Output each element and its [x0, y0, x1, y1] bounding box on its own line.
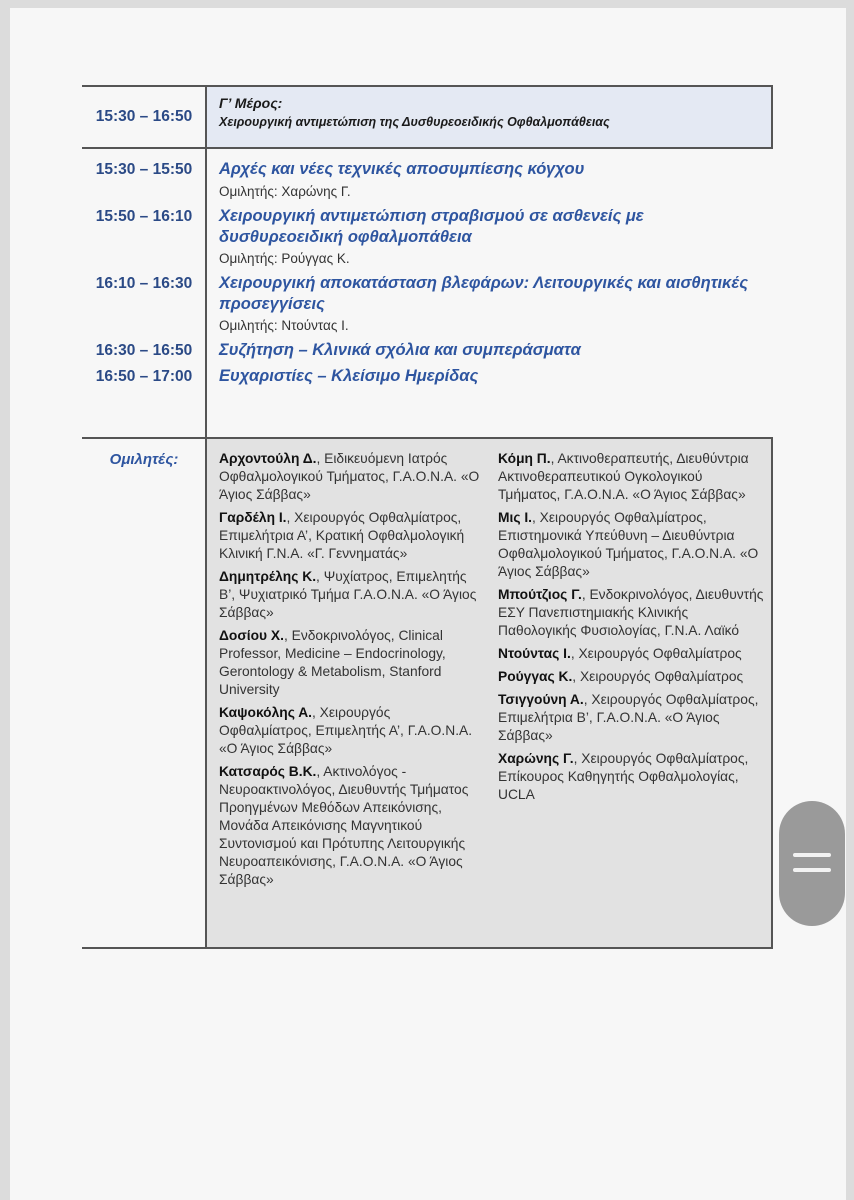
divider-speakers-top	[82, 437, 773, 439]
column-divider-lower	[205, 439, 207, 947]
speaker-entry: Δοσίου Χ., Ενδοκρινολόγος, Clinical Professor, Medicine – Endocrinology, Gerontology & Metabolism, Stanford University	[219, 628, 446, 697]
session-speaker: Ομιλητής: Ρούγγας Κ.	[219, 251, 350, 266]
menu-icon-bar	[793, 868, 831, 872]
divider-bottom	[82, 947, 773, 949]
divider-header-bottom	[82, 147, 773, 149]
speaker-entry: Δημητρέλης Κ., Ψυχίατρος, Επιμελητής Β’, Ψυχιατρικό Τμήμα Γ.Α.Ο.Ν.Α. «Ο Άγιος Σάββας»	[219, 569, 477, 620]
speaker-entry: Γαρδέλη Ι., Χειρουργός Οφθαλμίατρος, Επιμελήτρια Α’, Κρατική Οφθαλμολογική Κλινική Γ.Ν.Α. «Γ. Γεννηματάς»	[219, 510, 465, 561]
session-speaker: Ομιλητής: Χαρώνης Γ.	[219, 184, 351, 199]
session-title: Ευχαριστίες – Κλείσιμο Ημερίδας	[219, 367, 479, 385]
right-border-header	[771, 85, 773, 148]
speaker-entry: Ντούντας Ι., Χειρουργός Οφθαλμίατρος	[498, 646, 742, 661]
speaker-entry: Ρούγγας Κ., Χειρουργός Οφθαλμίατρος	[498, 669, 744, 684]
session-time: 16:30 – 16:50	[95, 342, 193, 359]
speaker-entry: Κατσαρός Β.Κ., Ακτινολόγος - Νευροακτινολόγος, Διευθυντής Τμήματος Προηγμένων Μεθόδων Απεικόνισης, Μονάδα Απεικόνισης Μαγνητικού Συντονισμού και Πρότυπης Λειτουργικής Νευροαπεικόνισης, Γ.Α.Ο.Ν.Α. «Ο Άγιος Σάββας»	[219, 764, 469, 887]
session-time: 16:10 – 16:30	[95, 275, 193, 292]
speaker-entry: Μις Ι., Χειρουργός Οφθαλμίατρος, Επιστημονικά Υπεύθυνη – Διευθύντρια Οφθαλμολογικού Τμήματος, Γ.Α.Ο.Ν.Α. «Ο Άγιος Σάββας»	[498, 510, 759, 579]
speakers-label: Ομιλητές:	[109, 451, 179, 468]
divider-top	[82, 85, 773, 87]
session-time: 15:30 – 15:50	[95, 161, 193, 178]
speaker-entry: Καψοκόλης Α., Χειρουργός Οφθαλμίατρος, Επιμελητής Α’, Γ.Α.Ο.Ν.Α. «Ο Άγιος Σάββας»	[219, 705, 473, 756]
right-border-speakers	[771, 439, 773, 947]
session-time: 16:50 – 17:00	[95, 368, 193, 385]
session-title: Χειρουργική αντιμετώπιση στραβισμού σε ασθενείς με δυσθυρεοειδική οφθαλμοπάθεια	[219, 207, 644, 246]
session-title: Χειρουργική αποκατάσταση βλεφάρων: Λειτουργικές και αισθητικές προσεγγίσεις	[219, 274, 749, 313]
speakers-column-left	[219, 450, 485, 894]
session-title: Συζήτηση – Κλινικά σχόλια και συμπεράσματα	[219, 341, 581, 359]
column-divider	[205, 85, 207, 438]
speaker-entry: Μπούτζιος Γ., Ενδοκρινολόγος, Διευθυντής ΕΣΥ Πανεπιστημιακής Κλινικής Παθολογικής Φυσιολογίας, Γ.Ν.Α. Λαϊκό	[498, 587, 764, 638]
session-title: Αρχές και νέες τεχνικές αποσυμπίεσης κόγχου	[219, 160, 585, 178]
header-time: 15:30 – 16:50	[95, 108, 193, 125]
speakers-column-right	[498, 450, 764, 809]
section-title: Γ’ Μέρος:	[219, 95, 283, 111]
scroll-handle[interactable]	[779, 801, 845, 926]
section-subtitle: Χειρουργική αντιμετώπιση της Δυσθυρεοειδικής Οφθαλμοπάθειας	[219, 115, 610, 129]
speaker-entry: Κόμη Π., Ακτινοθεραπευτής, Διευθύντρια Ακτινοθεραπευτικού Ογκολογικού Τμήματος, Γ.Α.Ο.Ν.Α. «Ο Άγιος Σάββας»	[498, 451, 749, 502]
session-speaker: Ομιλητής: Ντούντας Ι.	[219, 318, 349, 333]
top-edge	[0, 0, 854, 8]
menu-icon	[793, 853, 831, 857]
speaker-entry: Τσιγγούνη Α., Χειρουργός Οφθαλμίατρος, Επιμελήτρια Β’, Γ.Α.Ο.Ν.Α. «Ο Άγιος Σάββας»	[498, 692, 759, 743]
speaker-entry: Αρχοντούλη Δ., Ειδικευόμενη Ιατρός Οφθαλμολογικού Τμήματος, Γ.Α.Ο.Ν.Α. «Ο Άγιος Σάββας»	[219, 451, 480, 502]
session-time: 15:50 – 16:10	[95, 208, 193, 225]
speaker-entry: Χαρώνης Γ., Χειρουργός Οφθαλμίατρος, Επίκουρος Καθηγητής Οφθαλμολογίας, UCLA	[498, 751, 749, 802]
